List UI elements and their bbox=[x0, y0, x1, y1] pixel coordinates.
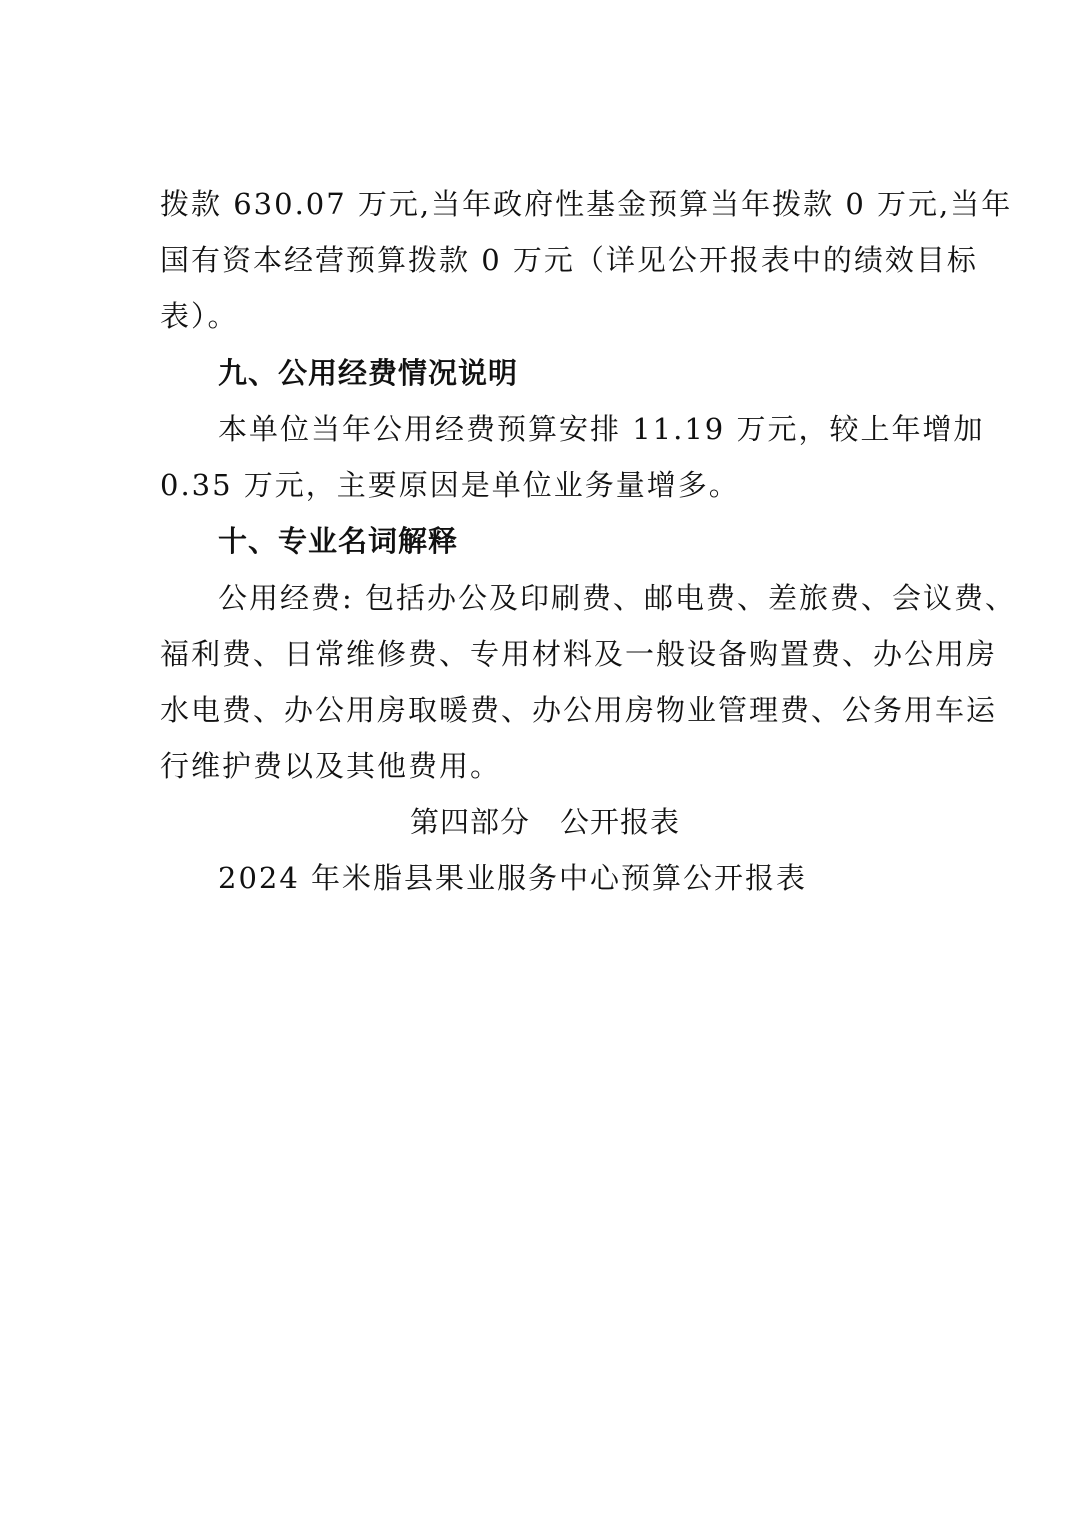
report-title-line: 2024 年米脂县果业服务中心预算公开报表 bbox=[218, 861, 808, 895]
body-text-line: 行维护费以及其他费用。 bbox=[160, 749, 502, 783]
body-text-line: 水电费、办公用房取暖费、办公用房物业管理费、公务用车运 bbox=[160, 693, 998, 727]
body-text-line: 福利费、日常维修费、专用材料及一般设备购置费、办公用房 bbox=[160, 637, 998, 671]
body-text-line: 0.35 万元，主要原因是单位业务量增多。 bbox=[160, 468, 740, 502]
body-text-line: 拨款 630.07 万元,当年政府性基金预算当年拨款 0 万元,当年 bbox=[160, 187, 1013, 221]
section-heading-10: 十、专业名词解释 bbox=[218, 524, 459, 558]
section-heading-9: 九、公用经费情况说明 bbox=[218, 356, 519, 390]
body-text-line: 本单位当年公用经费预算安排 11.19 万元，较上年增加 bbox=[218, 412, 985, 446]
part-title: 第四部分 公开报表 bbox=[409, 805, 680, 839]
body-text-line: 表）。 bbox=[160, 299, 239, 333]
body-text-line: 国有资本经营预算拨款 0 万元（详见公开报表中的绩效目标 bbox=[160, 243, 978, 277]
body-text-line: 公用经费: 包括办公及印刷费、邮电费、差旅费、会议费、 bbox=[218, 581, 1016, 615]
